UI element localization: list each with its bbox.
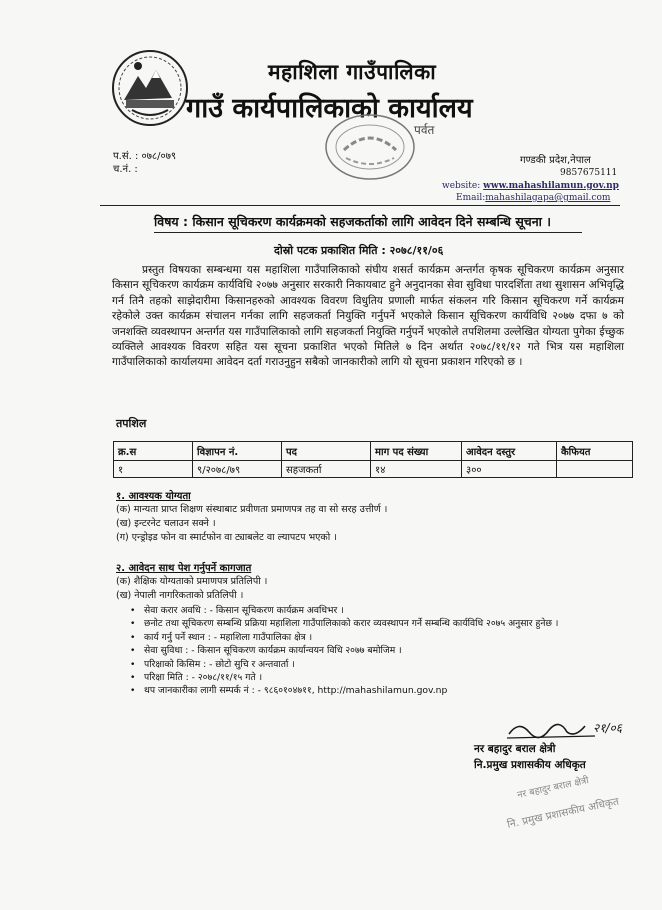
municipality-logo [110, 48, 190, 128]
website-label: website: [442, 181, 481, 191]
svg-text:नि. प्रमुख प्रशासकीय अधिकृत: नि. प्रमुख प्रशासकीय अधिकृत [506, 795, 620, 831]
handwritten-signature [505, 712, 635, 742]
list-item: • सेवा करार अवधि : - किसान सूचिकरण कार्यक्रम अवधिभर । [130, 604, 625, 617]
cell-ad-number: ९/२०७८/७९ [193, 461, 282, 478]
col-demand-count: माग पद संख्या [371, 442, 462, 461]
reference-number: प.सं. : ०७८/०७९ [113, 151, 177, 162]
signature-date: २१/०६ [593, 721, 623, 735]
subject-text: किसान सूचिकरण कार्यक्रमको सहजकर्ताको लागि आवेदन दिने सम्बन्धि सूचना । [192, 214, 551, 229]
signature-stamp [506, 772, 636, 838]
svg-text:नर बहादुर बराल क्षेत्री: नर बहादुर बराल क्षेत्री [516, 775, 590, 801]
conditions-list [130, 604, 625, 698]
signer-name: नर बहादुर बराल क्षेत्री [474, 743, 556, 755]
signer-title: नि.प्रमुख प्रशासकीय अधिकृत [474, 759, 586, 771]
details-title: तपशिल [116, 417, 147, 430]
col-post: पद [282, 442, 371, 461]
phone-number: 9857675111 [560, 168, 618, 178]
publish-date: दोस्रो पटक प्रकाशित मिति : २०७८/११/०६ [274, 244, 444, 257]
cell-demand-count: १४ [371, 461, 462, 478]
list-item: • परिक्षा मिति : - २०७८/११/१५ गते । [130, 671, 625, 684]
col-serial: क्र.स [114, 442, 193, 461]
subject-underline [154, 232, 582, 233]
dispatch-number: च.नं. : [113, 164, 138, 175]
document-item: (क) शैक्षिक योग्यताको प्रमाणपत्र प्रतिलिपी । [116, 576, 268, 587]
header-divider [100, 205, 620, 206]
cell-fee: ३०० [462, 461, 557, 478]
subject-label: विषय : [154, 214, 189, 229]
email-label: Email: [456, 193, 486, 203]
subject-line [154, 213, 551, 230]
list-item: • सेवा सुविधा : - किसान सूचिकरण कार्यक्रम कार्यान्वयन विधि २०७७ बमोजिम । [130, 644, 625, 657]
office-name: गाउँ कार्यपालिकाको कार्यालय [186, 93, 473, 124]
organization-name: महाशिला गाउँपालिका [268, 60, 437, 84]
province-text: गण्डकी प्रदेश,नेपाल [520, 155, 591, 166]
qualification-item: (क) मान्यता प्राप्त शिक्षण संस्थाबाट प्रवीणता प्रमाणपत्र तह वा सो सरह उत्तीर्ण । [116, 504, 388, 515]
website-link[interactable]: www.mahashilamun.gov.np [483, 181, 619, 191]
list-item: • छनोट तथा सूचिकरण सम्बन्धि प्रक्रिया महाशिला गाउँपालिकाको करार व्यवस्थापन गर्ने सम्बन्धि कार्यविधि २०७५ अनुसार हुनेछ । [130, 617, 625, 630]
qualification-item: (ग) एन्ड्रोइड फोन वा स्मार्टफोन वा ट्याबलेट वा ल्यापटप भएको । [116, 532, 337, 543]
table-row [114, 461, 633, 478]
documents-title: २. आवेदन साथ पेश गर्नुपर्ने कागजात [116, 563, 252, 574]
document-item: (ख) नेपाली नागरिकताको प्रतिलिपी । [116, 590, 244, 601]
office-stamp [322, 112, 418, 182]
qualifications-title: १. आवश्यक योग्यता [116, 491, 191, 502]
vacancy-table [113, 441, 633, 478]
stamp-district-text: पर्वत [414, 123, 435, 137]
qualification-item: (ख) इन्टरनेट चलाउन सक्ने । [116, 518, 216, 529]
notice-body: प्रस्तुत विषयका सम्बन्धमा यस महाशिला गाउँपालिकाको संघीय शसर्त कार्यक्रम अन्तर्गत कृषक सूचिकरण कार्यक्रम अनुसार किसान सूचिकरण कार्यक्रम कार्यविधि २०७७ अनुसार सरकारी निकायबाट हुने अनुदानका सेवा सुविधा पारदर्शिता तथा सुशासन अभिवृद्धि गर्न तिनै तहको साझेदारीमा किसानहरुको आवश्यक विवरण विधुतिय प्रणाली मार्फत संकलन गरि किसान सूचिकरण गर्ने कार्यक्रम रहेकोले उक्त कार्यक्रम संचालन गर्नका लागि सहजकर्ता नियुक्ति गर्नुपर्ने भएकोले किसान सूचिकरण कार्यविधि २०७७ दफा ७ को जनशक्ति व्यवस्थापन अन्तर्गत यस गाउँपालिकाको लागि सहजकर्ता नियुक्ति गर्नुपर्ने भएकोले तपशिलमा उल्लेखित योग्यता पुगेका ईच्छुक व्यक्तिले आवश्यक विवरण सहित यस सूचना प्रकाशित भएको मितिले ७ दिन अर्थात २०७८/११/१२ गते भित्र यस महाशिला गाउँपालिकाको कार्यालयमा आवेदन दर्ता गराउनुहुन सबैको जानकारीको लागि यो सूचना प्रकाशन गरिएको छ । [112, 264, 624, 369]
list-item: • परिक्षाको किसिम : - छोटो सुचि र अन्तवार्ता । [130, 658, 625, 671]
col-fee: आवेदन दस्तुर [462, 442, 557, 461]
website-line [442, 181, 619, 191]
cell-post: सहजकर्ता [282, 461, 371, 478]
cell-remarks [557, 461, 633, 478]
table-header-row [114, 442, 633, 461]
col-ad-number: विज्ञापन नं. [193, 442, 282, 461]
email-line [456, 193, 610, 203]
list-item: • थप जानकारीका लागी सम्पर्क नं : - ९८६०१०४७११, http://mahashilamun.gov.np [130, 684, 625, 697]
col-remarks: कैफियत [557, 442, 633, 461]
list-item: • कार्य गर्नु पर्ने स्थान : - महाशिला गाउँपालिका क्षेत्र । [130, 631, 625, 644]
email-link[interactable]: mahashilagapa@gmail.com [485, 193, 611, 203]
cell-serial: १ [114, 461, 193, 478]
